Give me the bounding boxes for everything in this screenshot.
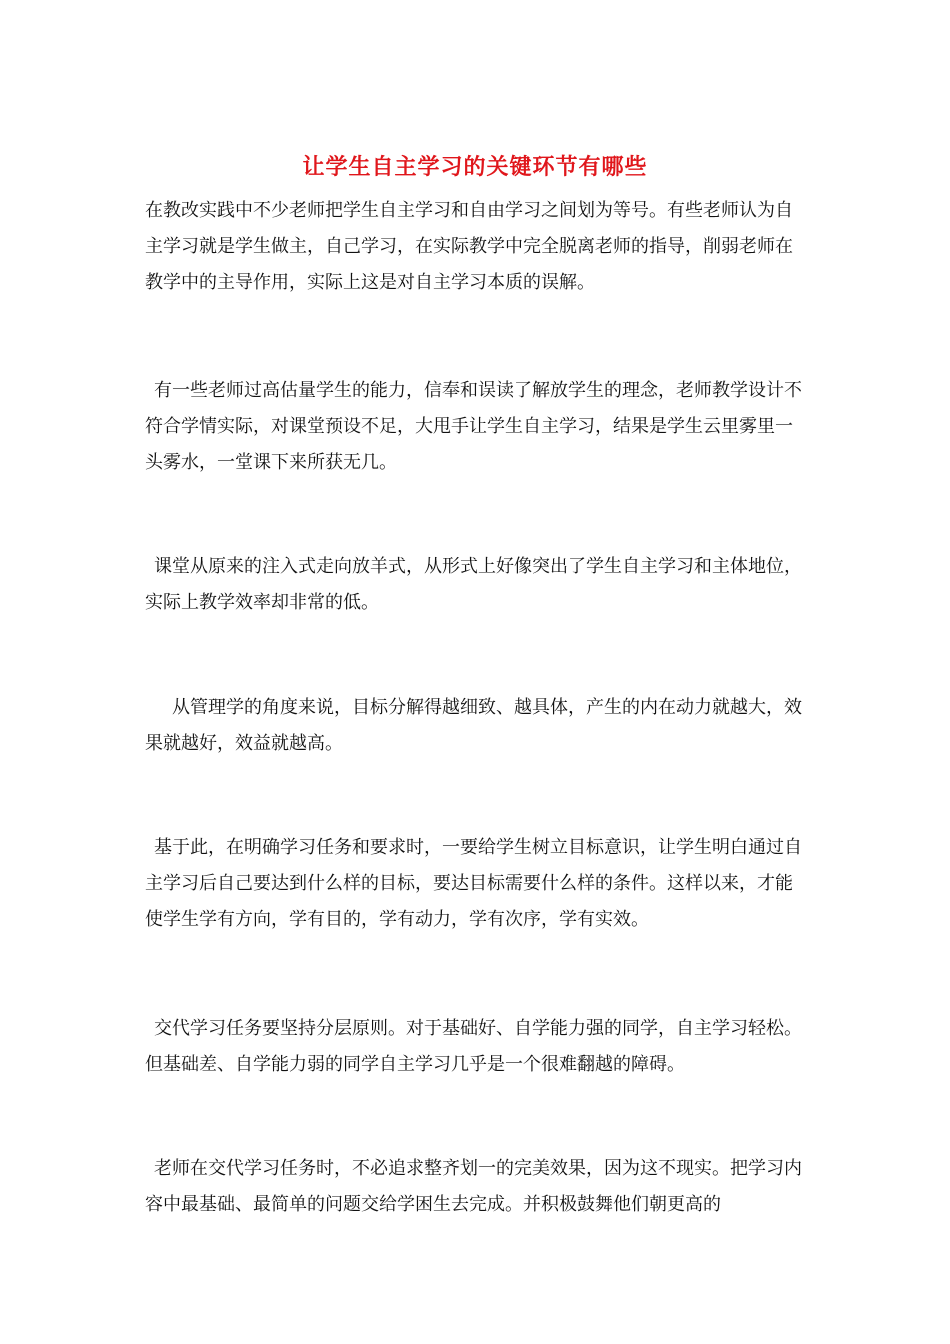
- paragraph-1: 在教改实践中不少老师把学生自主学习和自由学习之间划为等号。有些老师认为自主学习就是学生做主，自己学习，在实际教学中完全脱离老师的指导，削弱老师在教学中的主导作用，实际上这是对自主学习本质的误解。: [145, 200, 793, 293]
- document-title: 让学生自主学习的关键环节有哪些: [302, 155, 648, 180]
- paragraph-5: 基于此，在明确学习任务和要求时，一要给学生树立目标意识，让学生明白通过自主学习后自己要达到什么样的目标，要达目标需要什么样的条件。这样以来，才能使学生学有方向，学有目的，学有动力，学有次序，学有实效。: [145, 837, 802, 930]
- paragraph-4: 从管理学的角度来说，目标分解得越细致、越具体，产生的内在动力就越大，效果就越好，效益就越高。: [145, 697, 802, 754]
- paragraph-7: 老师在交代学习任务时，不必追求整齐划一的完美效果，因为这不现实。把学习内容中最基础、最简单的问题交给学困生去完成。并积极鼓舞他们朝更高的: [145, 1158, 802, 1215]
- paragraph-2: 有一些老师过高估量学生的能力，信奉和误读了解放学生的理念，老师教学设计不符合学情实际，对课堂预设不足，大甩手让学生自主学习，结果是学生云里雾里一头雾水，一堂课下来所获无几。: [145, 380, 802, 473]
- paragraph-6: 交代学习任务要坚持分层原则。对于基础好、自学能力强的同学，自主学习轻松。但基础差、自学能力弱的同学自主学习几乎是一个很难翻越的障碍。: [145, 1018, 802, 1075]
- paragraph-3: 课堂从原来的注入式走向放羊式，从形式上好像突出了学生自主学习和主体地位，实际上教学效率却非常的低。: [145, 556, 802, 613]
